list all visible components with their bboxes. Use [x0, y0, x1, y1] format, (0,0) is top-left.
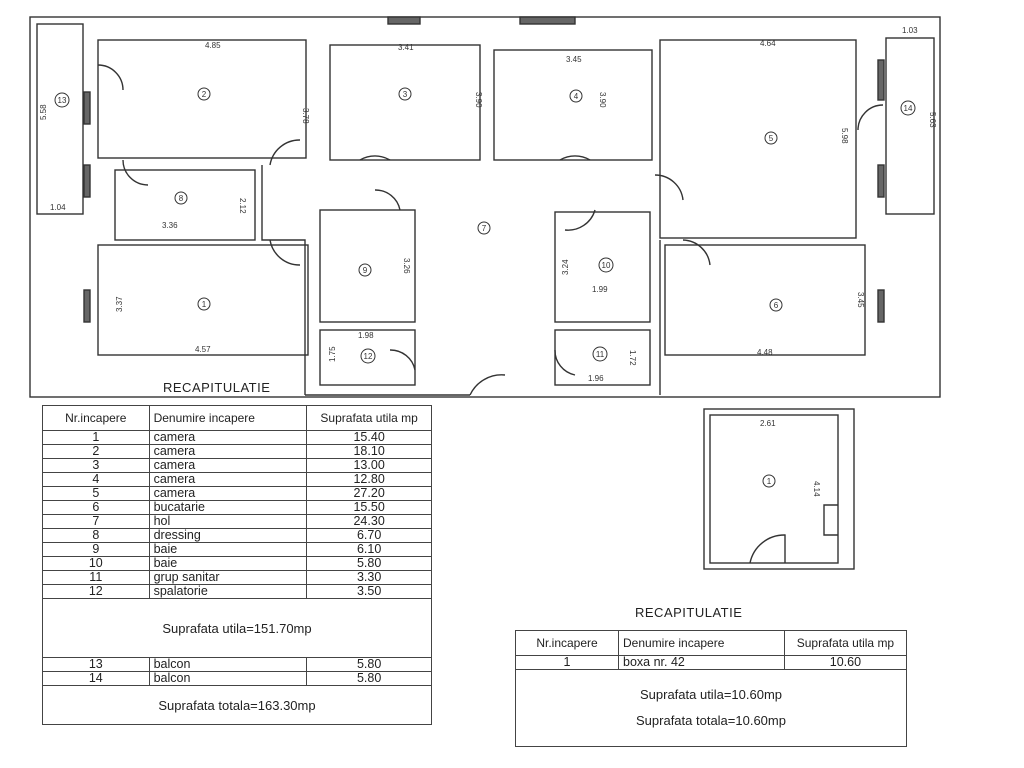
door-arc: [123, 160, 148, 185]
box-room-marker: [763, 475, 775, 487]
table-row: 1 camera 15.40: [43, 431, 432, 445]
table-row: 3 camera 13.00: [43, 459, 432, 473]
room-marker-8: [175, 192, 187, 204]
dimension-label: 5.98: [840, 128, 849, 144]
svg-text:6: 6: [773, 301, 779, 310]
dimension-label: 3.45: [856, 292, 865, 308]
grand-total-row: [43, 686, 432, 725]
header-name: Denumire incapere: [619, 631, 785, 656]
table-row: 13 balcon 5.80: [43, 658, 432, 672]
dimension-label: 2.12: [238, 198, 247, 214]
window-side: [84, 92, 90, 124]
door-arc: [390, 350, 415, 370]
room-9-outline: [320, 210, 415, 322]
door-arc: [555, 350, 575, 375]
svg-text:8: 8: [178, 194, 184, 203]
room-marker-5: [765, 132, 777, 144]
dimension-label: 1.96: [588, 374, 604, 383]
svg-text:10: 10: [601, 261, 611, 270]
svg-text:1: 1: [201, 300, 207, 309]
useful-total: Suprafata utila=151.70mp: [43, 599, 432, 658]
dimension-label: 3.26: [402, 258, 411, 274]
svg-text:14: 14: [903, 104, 913, 113]
door-arc: [98, 65, 123, 90]
dimension-label: 3.36: [162, 221, 178, 230]
svg-text:1: 1: [766, 477, 772, 486]
room-marker-3: [399, 88, 411, 100]
table-row: 1 boxa nr. 42 10.60: [516, 656, 907, 670]
dimension-label: 1.75: [328, 346, 337, 362]
window-side: [878, 165, 884, 197]
svg-text:11: 11: [595, 350, 605, 359]
summary-row: [516, 670, 907, 747]
dimension-label: 4.57: [195, 345, 211, 354]
dimension-label: 1.99: [592, 285, 608, 294]
svg-text:12: 12: [363, 352, 373, 361]
room-marker-10: [599, 258, 613, 272]
door-arc: [655, 175, 683, 200]
header-area: Suprafata utila mp: [784, 631, 906, 656]
dimension-label: 1.72: [628, 350, 637, 366]
box-height-label: 4.14: [812, 481, 821, 497]
svg-text:5: 5: [768, 134, 774, 143]
room-marker-7: [478, 222, 490, 234]
room-marker-2: [198, 88, 210, 100]
table-row: 5 camera 27.20: [43, 487, 432, 501]
table-row: 4 camera 12.80: [43, 473, 432, 487]
room-marker-13: [55, 93, 69, 107]
svg-text:9: 9: [362, 266, 368, 275]
useful-total-row: [43, 599, 432, 658]
dimension-label: 3.41: [398, 43, 414, 52]
room-marker-14: [901, 101, 915, 115]
dimension-label: 3.37: [115, 296, 124, 312]
dimension-label: 5.63: [928, 112, 937, 128]
dimension-label: 4.48: [757, 348, 773, 357]
window-top-right: [520, 17, 575, 24]
storage-box-plan: [700, 405, 860, 575]
table-row: 9 baie 6.10: [43, 543, 432, 557]
room-3-outline: [330, 45, 480, 160]
dimension-label: 3.24: [561, 259, 570, 275]
window-side: [84, 165, 90, 197]
grand-total: Suprafata totala=163.30mp: [43, 686, 432, 725]
room-8-outline: [115, 170, 255, 240]
box-width-label: 2.61: [760, 419, 776, 428]
recap2-heading: RECAPITULATIE: [635, 605, 743, 620]
room-5-outline: [660, 40, 856, 238]
svg-text:2: 2: [201, 90, 207, 99]
door-arc: [470, 375, 505, 395]
dimension-label: 3.90: [474, 92, 483, 108]
header-nr: Nr.incapere: [43, 406, 150, 431]
dimension-label: 1.04: [50, 203, 66, 212]
table-row: 14 balcon 5.80: [43, 672, 432, 686]
room-marker-6: [770, 299, 782, 311]
dimension-label: 3.45: [566, 55, 582, 64]
balcony-14-outline: [886, 38, 934, 214]
room-6-outline: [665, 245, 865, 355]
door-arc: [565, 210, 595, 230]
dimension-label: 5.58: [39, 104, 48, 120]
table-row: 12 spalatorie 3.50: [43, 585, 432, 599]
room-marker-12: [361, 349, 375, 363]
recap2-table: [515, 630, 907, 747]
window-side: [878, 290, 884, 322]
svg-text:3: 3: [402, 90, 408, 99]
header-area: Suprafata utila mp: [307, 406, 432, 431]
outer-wall: [30, 17, 940, 397]
room-marker-9: [359, 264, 371, 276]
grand-total: Suprafata totala=10.60mp: [636, 713, 786, 728]
useful-total: Suprafata utila=10.60mp: [639, 687, 783, 702]
table-row: 8 dressing 6.70: [43, 529, 432, 543]
window-side: [84, 290, 90, 322]
table-row: 2 camera 18.10: [43, 445, 432, 459]
door-arc: [270, 140, 300, 165]
room-marker-1: [198, 298, 210, 310]
box-outer-wall: [704, 409, 854, 569]
box-door-arc: [750, 535, 785, 563]
hall-wall-left: [262, 165, 305, 395]
window-top-left: [388, 17, 420, 24]
header-nr: Nr.incapere: [516, 631, 619, 656]
room-marker-11: [593, 347, 607, 361]
door-arc: [270, 240, 300, 265]
recap1-heading: RECAPITULATIE: [163, 380, 271, 395]
room-2-outline: [98, 40, 306, 158]
dimension-label: 4.64: [760, 39, 776, 48]
recap1-table: [42, 405, 432, 725]
svg-text:4: 4: [573, 92, 579, 101]
dimension-label: 4.85: [205, 41, 221, 50]
room-marker-4: [570, 90, 582, 102]
door-arc: [858, 105, 883, 130]
box-niche: [824, 505, 838, 535]
table-row: 10 baie 5.80: [43, 557, 432, 571]
header-name: Denumire incapere: [149, 406, 307, 431]
table-row: 6 bucatarie 15.50: [43, 501, 432, 515]
svg-text:7: 7: [481, 224, 487, 233]
recap1-header-row: [43, 406, 432, 431]
door-arc: [683, 240, 710, 265]
table-row: 11 grup sanitar 3.30: [43, 571, 432, 585]
dimension-label: 1.98: [358, 331, 374, 340]
dimension-label: 3.90: [598, 92, 607, 108]
svg-text:13: 13: [57, 96, 67, 105]
dimension-label: 3.78: [301, 108, 310, 124]
dimension-label: 1.03: [902, 26, 918, 35]
door-arc: [375, 190, 400, 210]
window-side: [878, 60, 884, 100]
room-4-outline: [494, 50, 652, 160]
recap2-totals: [516, 670, 907, 747]
table-row: 7 hol 24.30: [43, 515, 432, 529]
recap2-header-row: [516, 631, 907, 656]
